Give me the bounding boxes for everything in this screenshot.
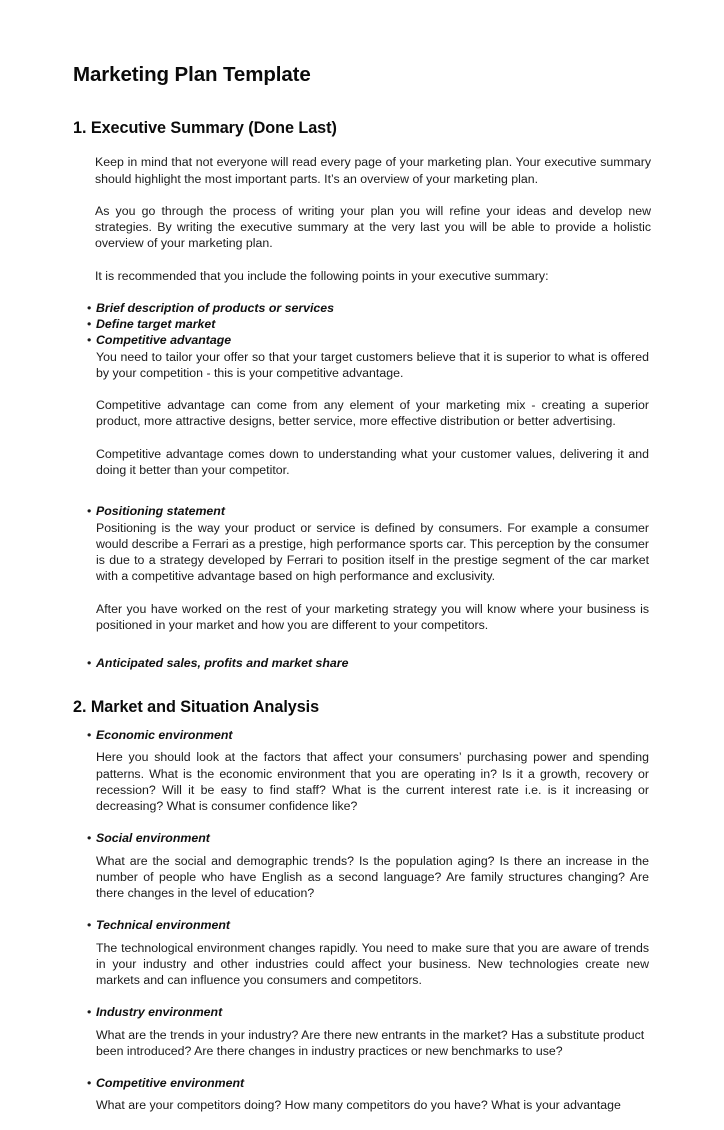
paragraph: What are the social and demographic trends? Is the population aging? Is there an increase in the number of people who have English as a second language? Are family structures changing? Are there changes in the level of education?	[96, 853, 649, 900]
paragraph: Competitive advantage can come from any element of your marketing mix - creating a superior product, more attractive designs, better service, more effective distribution or better advertising.	[96, 398, 649, 429]
bullet-icon: •	[87, 1005, 92, 1020]
list-item-body	[96, 349, 652, 479]
spacer	[73, 284, 651, 300]
paragraph: As you go through the process of writing your plan you will refine your ideas and develop new strategies. By writing the executive summary at the very last you will be able to provide a holistic overview of your marketing plan.	[95, 203, 651, 251]
list-item	[73, 1004, 651, 1059]
list-item	[73, 300, 651, 316]
list-item-body	[96, 743, 652, 814]
paragraph: The technological environment changes rapidly. You need to make sure that you are aware of trends in your industry and other industries could affect your business. New technologies create new markets and can influence you consumers and competitors.	[96, 940, 649, 987]
list-item	[73, 1075, 651, 1113]
bullet-icon: •	[87, 918, 92, 933]
list-item-label: Brief description of products or services	[96, 300, 335, 315]
section-1-body	[95, 154, 651, 284]
bullet-icon: •	[87, 1076, 92, 1091]
list-item-label: Define target market	[96, 317, 216, 332]
paragraph: After you have worked on the rest of your marketing strategy you will know where your business is positioned in your market and how you are different to your competitors.	[96, 601, 649, 632]
page-title: Marketing Plan Template	[73, 63, 311, 86]
bullet-icon: •	[87, 504, 92, 519]
list-item	[73, 830, 651, 901]
bullet-icon: •	[87, 656, 92, 671]
bullet-icon: •	[87, 317, 92, 332]
list-item	[73, 727, 651, 814]
paragraph: Keep in mind that not everyone will read every page of your marketing plan. Your executive summary should highlight the most important parts. It’s an overview of your marketing plan.	[95, 155, 651, 186]
list-item	[73, 503, 651, 633]
list-item-body	[96, 1091, 652, 1113]
list-item-body	[96, 934, 652, 989]
executive-summary-bullet-list	[73, 300, 651, 671]
paragraph: What are the trends in your industry? Are there new entrants in the market? Has a substitute product been introduced? Are there changes in industry practices or new benchmarks to use?	[96, 1027, 645, 1058]
list-item	[73, 917, 651, 988]
bullet-icon: •	[87, 831, 92, 846]
section-heading-market-and-situation-analysis: 2. Market and Situation Analysis	[73, 698, 320, 717]
list-item-label: Economic environment	[96, 728, 233, 743]
paragraph: Competitive advantage comes down to understanding what your customer values, delivering it and doing it better than your competitor.	[96, 446, 649, 477]
list-item-label: Competitive advantage	[96, 333, 232, 348]
list-item-label: Technical environment	[96, 918, 230, 933]
paragraph: What are your competitors doing? How many competitors do you have? What is your advantage	[96, 1098, 621, 1113]
section-heading-executive-summary: 1. Executive Summary (Done Last)	[73, 118, 337, 137]
list-item-body	[96, 847, 652, 902]
market-analysis-bullet-list	[73, 727, 651, 1113]
list-item-label: Competitive environment	[96, 1076, 245, 1091]
list-item-label: Positioning statement	[96, 504, 225, 519]
list-item-body	[96, 1021, 652, 1059]
list-item-label: Social environment	[96, 831, 210, 846]
paragraph: It is recommended that you include the following points in your executive summary:	[95, 268, 549, 283]
paragraph: Here you should look at the factors that affect your consumers’ purchasing power and spending patterns. What is the economic environment that you are operating in? Is it a growth, recovery or recession? Will it be easy to find staff? What is the current interest rate i.e. is it increasing or decreasing? What is consumer confidence like?	[96, 750, 649, 813]
spacer	[73, 494, 651, 503]
bullet-icon: •	[87, 333, 92, 348]
paragraph: You need to tailor your offer so that your target customers believe that it is superior to what is offered by your competition - this is your competitive advantage.	[96, 349, 649, 380]
paragraph: Positioning is the way your product or service is defined by consumers. For example a consumer would describe a Ferrari as a prestige, high performance sports car. This perception by the consumer is due to a strategy developed by Ferrari to position itself in the prestige segment of the car market with a competitive advantage based on high performance and exclusivity.	[96, 520, 649, 584]
list-item-body	[96, 520, 652, 633]
list-item	[73, 316, 651, 332]
list-item	[73, 655, 651, 671]
list-item	[73, 332, 651, 478]
list-item-label: Industry environment	[96, 1005, 223, 1020]
list-item-label: Anticipated sales, profits and market share	[96, 656, 349, 671]
document-content	[73, 63, 651, 1130]
bullet-icon: •	[87, 728, 92, 743]
bullet-icon: •	[87, 300, 92, 315]
